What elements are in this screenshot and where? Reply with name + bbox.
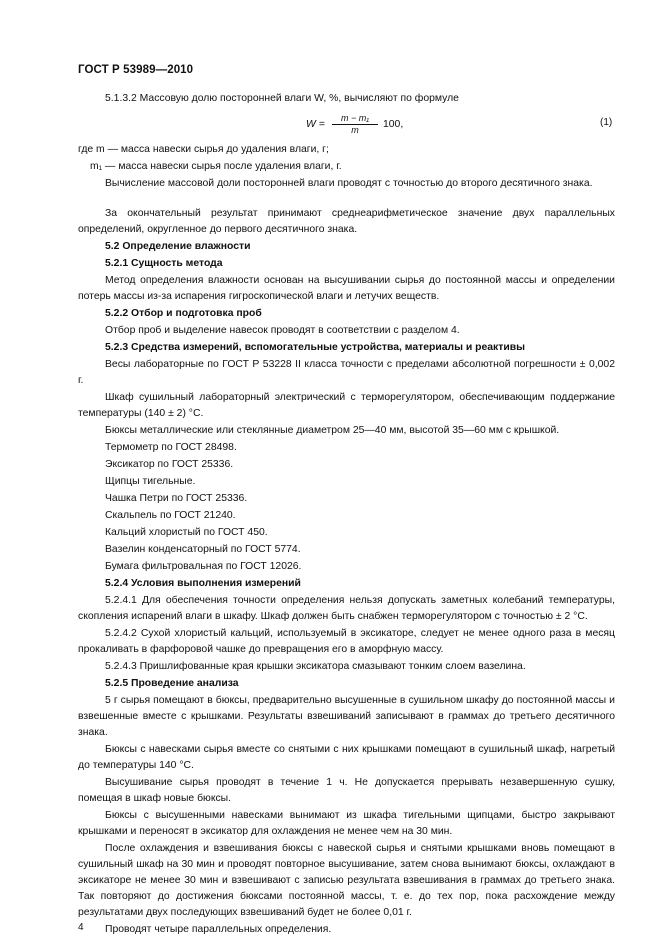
section-5-2-5-p5: После охлаждения и взвешивания бюксы с навеской сырья и снятыми крышками вновь помещают в сушильный шкаф на 30 мин и проводят повторное высушивание, затем снова вынимают бюксы, охлаждают в эксикаторе не менее 30 мин и взвешивают с записью результата взвешивания в граммах до третьего знака. Так повторяют до достижения бюксами постоянной массы, т. е. до тех пор, пока расхождение между результатами двух последующих взвешиваний будет не более 0,01 г. bbox=[78, 843, 615, 918]
section-5-2-4-3-text: 5.2.4.3 Пришлифованные края крышки эксикатора смазывают тонким слоем вазелина. bbox=[105, 661, 526, 672]
equipment-item: Эксикатор по ГОСТ 25336. bbox=[105, 459, 234, 470]
section-5-2-5-p4: Бюксы с высушенными навесками вынимают из шкафа тигельными щипцами, быстро закрывают крышками и переносят в эксикатор для охлаждения не менее чем на 30 мин. bbox=[78, 810, 615, 837]
section-5-2-1-text: Метод определения влажности основан на высушивании сырья до постоянной массы и определении потерь массы из-за испарения гигроскопической влаги и летучих веществ. bbox=[78, 275, 615, 302]
formula-denominator: m bbox=[351, 125, 359, 135]
section-5-2-5-p6: Проводят четыре параллельных определения. bbox=[105, 924, 332, 935]
section-5-2-2-text: Отбор проб и выделение навесок проводят в соответствии с разделом 4. bbox=[105, 325, 460, 336]
equipment-item: Щипцы тигельные. bbox=[105, 476, 196, 487]
equipment-item: Скальпель по ГОСТ 21240. bbox=[105, 510, 236, 521]
section-5-2-title: 5.2 Определение влажности bbox=[105, 241, 251, 252]
equipment-item: Термометр по ГОСТ 28498. bbox=[105, 442, 237, 453]
formula-tail: 100, bbox=[383, 119, 404, 130]
formula-numerator: m − m₁ bbox=[332, 113, 378, 125]
section-5-2-2-title: 5.2.2 Отбор и подготовка проб bbox=[105, 308, 262, 319]
paragraph-final-result: За окончательный результат принимают среднеарифметическое значение двух параллельных определений, округленное до первого десятичного знака. bbox=[78, 208, 615, 235]
section-5-2-5-p1: 5 г сырья помещают в бюксы, предварительно высушенные в сушильном шкафу до постоянной массы и взвешенные вместе с крышками. Результаты взвешиваний записывают в граммах до третьего десятичного знака. bbox=[78, 695, 615, 738]
where-line-1: где m — масса навески сырья до удаления влаги, г; bbox=[78, 144, 329, 155]
document-code: ГОСТ Р 53989—2010 bbox=[78, 64, 194, 76]
section-5-2-1-title: 5.2.1 Сущность метода bbox=[105, 258, 223, 269]
equipment-item: Чашка Петри по ГОСТ 25336. bbox=[105, 493, 248, 504]
section-5-2-5-title: 5.2.5 Проведение анализа bbox=[105, 678, 239, 689]
section-5-2-4-2-text: 5.2.4.2 Сухой хлористый кальций, используемый в эксикаторе, следует не менее одного раза в месяц прокаливать в фарфоровой чашке до превращения его в аморфную массу. bbox=[78, 628, 615, 655]
formula-lhs: W = bbox=[306, 119, 325, 130]
section-5-2-4-title: 5.2.4 Условия выполнения измерений bbox=[105, 578, 301, 589]
where-line-2: m₁ — масса навески сырья после удаления влаги, г. bbox=[90, 161, 342, 172]
section-5-2-4-1-text: 5.2.4.1 Для обеспечения точности определения нельзя допускать заметных колебаний температуры, скопления испарений влаги в шкафу. Шкаф должен быть снабжен терморегулятором с точностью ± 2 °С. bbox=[78, 595, 615, 622]
section-5-2-3-oven: Шкаф сушильный лабораторный электрический с терморегулятором, обеспечивающим поддержание температуры (140 ± 2) °С. bbox=[78, 392, 615, 419]
paragraph-precision: Вычисление массовой доли посторонней влаги проводят с точностью до второго десятичного знака. bbox=[105, 178, 593, 189]
formula-fraction bbox=[332, 113, 378, 135]
section-5-2-3-title: 5.2.3 Средства измерений, вспомогательные устройства, материалы и реактивы bbox=[105, 342, 525, 353]
section-5-2-5-p3: Высушивание сырья проводят в течение 1 ч. Не допускается прерывать незавершенную сушку, помещая в шкаф новые бюксы. bbox=[78, 777, 615, 804]
formula-intro: 5.1.3.2 Массовую долю посторонней влаги W, %, вычисляют по формуле bbox=[105, 93, 459, 104]
equipment-item: Бумага фильтровальная по ГОСТ 12026. bbox=[105, 561, 302, 572]
section-5-2-5-p2: Бюксы с навесками сырья вместе со снятыми с них крышками помещают в сушильный шкаф, нагретый до температуры 140 °С. bbox=[78, 744, 615, 771]
equipment-item: Бюксы металлические или стеклянные диаметром 25—40 мм, высотой 35—60 мм с крышкой. bbox=[105, 425, 560, 436]
equation-number: (1) bbox=[600, 117, 613, 128]
equipment-item: Вазелин конденсаторный по ГОСТ 5774. bbox=[105, 544, 301, 555]
page-number: 4 bbox=[78, 922, 84, 933]
section-5-2-3-scales: Весы лабораторные по ГОСТ Р 53228 II класса точности с пределами абсолютной погрешности ± 0,002 г. bbox=[78, 359, 615, 386]
equipment-item: Кальций хлористый по ГОСТ 450. bbox=[105, 527, 268, 538]
